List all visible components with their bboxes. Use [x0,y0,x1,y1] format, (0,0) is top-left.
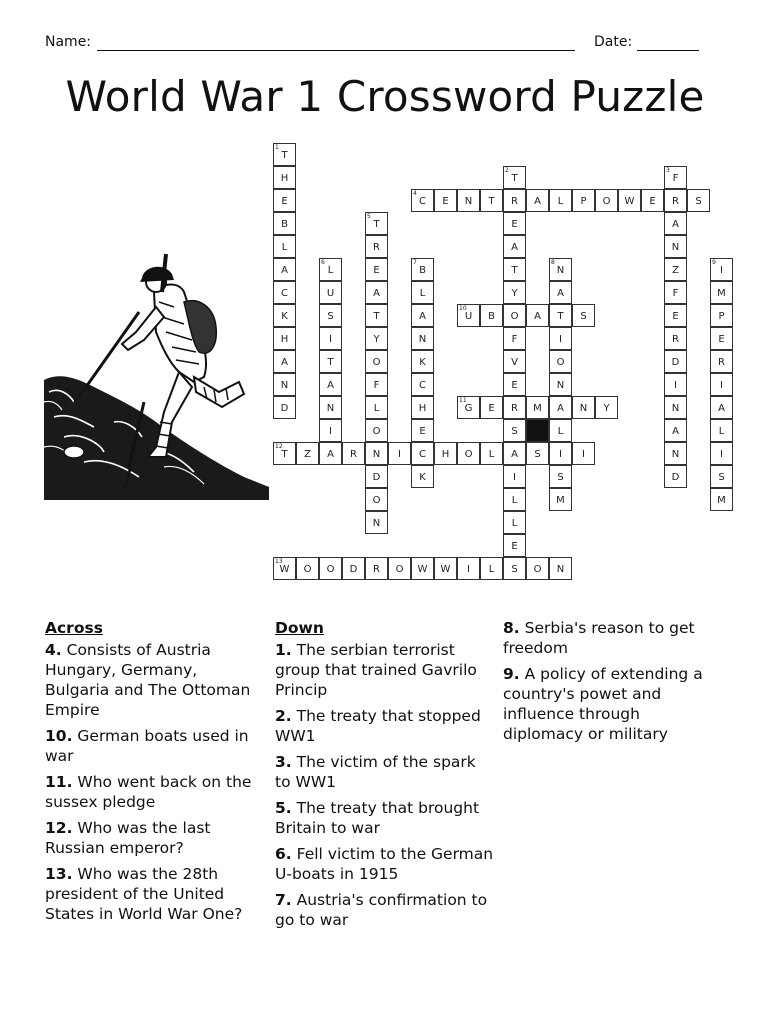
grid-cell[interactable]: A [526,304,549,327]
grid-cell[interactable]: E [503,373,526,396]
grid-cell[interactable]: I [457,557,480,580]
page-title: World War 1 Crossword Puzzle [65,72,705,121]
grid-cell[interactable]: C [411,373,434,396]
grid-cell[interactable]: N [664,235,687,258]
clue-down-6: 6. Fell victim to the German U-boats in 1915 [275,845,494,883]
grid-cell[interactable]: K [411,465,434,488]
grid-cell[interactable]: S [503,419,526,442]
grid-cell[interactable]: T 5 [365,212,388,235]
down-heading: Down [275,619,324,637]
grid-cell[interactable]: A [526,189,549,212]
grid-cell[interactable]: N [549,557,572,580]
grid-cell[interactable]: K [273,304,296,327]
grid-cell[interactable]: A [549,281,572,304]
grid-cell[interactable]: N [319,396,342,419]
grid-cell[interactable]: D [365,465,388,488]
grid-cell[interactable]: O [549,350,572,373]
grid-cell[interactable]: A [503,235,526,258]
grid-cell[interactable]: Y [503,281,526,304]
grid-cell[interactable]: T [480,189,503,212]
grid-cell[interactable]: A [549,396,572,419]
grid-cell[interactable]: N [664,442,687,465]
grid-cell[interactable]: N [411,327,434,350]
header [45,34,705,54]
clue-down-1: 1. The serbian terrorist group that trained Gavrilo Princip [275,641,477,699]
grid-cell[interactable]: P [710,304,733,327]
grid-cell[interactable]: E [411,419,434,442]
grid-cell[interactable]: C 4 [411,189,434,212]
grid-cell[interactable]: E [434,189,457,212]
grid-cell[interactable]: H [273,166,296,189]
grid-cell[interactable]: T 2 [503,166,526,189]
name-label: Name: [45,34,92,50]
grid-cell[interactable]: R [365,235,388,258]
grid-cell[interactable]: U 10 [457,304,480,327]
clue-number: 3 [666,167,670,174]
name-field-line[interactable] [97,50,575,51]
grid-cell[interactable]: Z [664,258,687,281]
grid-cell[interactable]: E [641,189,664,212]
grid-cell[interactable]: A [664,212,687,235]
grid-cell[interactable]: I [572,442,595,465]
grid-cell[interactable]: O [319,557,342,580]
clue-across-4: 4. Consists of Austria Hungary, Germany, Bulgaria and The Ottoman Empire [45,641,251,719]
grid-cell[interactable]: L 6 [319,258,342,281]
grid-cell[interactable]: A [319,442,342,465]
clue-down-2: 2. The treaty that stopped WW1 [275,707,481,745]
grid-cell[interactable]: Y [595,396,618,419]
grid-cell[interactable]: W [411,557,434,580]
grid-cell[interactable]: Z [296,442,319,465]
grid-cell[interactable]: R [664,189,687,212]
grid-cell[interactable]: L [710,419,733,442]
clue-number: 12 [275,443,283,450]
grid-cell[interactable]: N [365,442,388,465]
grid-cell[interactable]: T [549,304,572,327]
clue-down-9: 9. A policy of extending a country's powet and influence through diplomacy or military [503,665,703,743]
grid-cell[interactable]: S [572,304,595,327]
grid-cell[interactable]: G 11 [457,396,480,419]
grid-cell[interactable]: I [549,442,572,465]
clue-down-5: 5. The treaty that brought Britain to war [275,799,480,837]
grid-cell[interactable]: A [411,304,434,327]
grid-cell[interactable]: F [664,281,687,304]
down-clues [275,618,495,936]
grid-cell[interactable]: L [503,488,526,511]
clue-across-13: 13. Who was the 28th president of the United States in World War One? [45,865,243,923]
grid-cell[interactable]: T [365,304,388,327]
grid-cell[interactable]: O [595,189,618,212]
grid-cell[interactable]: R [503,396,526,419]
grid-cell[interactable]: I 9 [710,258,733,281]
grid-cell[interactable]: O [296,557,319,580]
grid-cell[interactable]: I [664,373,687,396]
grid-cell[interactable]: A [710,396,733,419]
grid-cell[interactable]: M [710,488,733,511]
clue-down-7: 7. Austria's confirmation to go to war [275,891,488,929]
clue-number: 7 [413,259,417,266]
grid-cell[interactable]: N [273,373,296,396]
clue-number: 13 [275,558,283,565]
grid-cell[interactable]: F 3 [664,166,687,189]
grid-cell[interactable]: R [503,189,526,212]
grid-cell[interactable]: R [365,557,388,580]
grid-cell[interactable]: T [503,258,526,281]
grid-cell[interactable]: D [273,396,296,419]
grid-cell[interactable]: I [319,419,342,442]
grid-cell[interactable]: N [572,396,595,419]
grid-cell[interactable]: K [411,350,434,373]
clue-number: 8 [551,259,555,266]
grid-cell[interactable]: A [503,442,526,465]
grid-cell[interactable]: E [503,212,526,235]
grid-cell[interactable]: L [273,235,296,258]
grid-cell[interactable]: F [503,327,526,350]
grid-cell[interactable]: N [457,189,480,212]
grid-cell[interactable]: Y [365,327,388,350]
grid-cell[interactable]: E [503,534,526,557]
grid-cell[interactable]: E [273,189,296,212]
grid-cell[interactable]: M [549,488,572,511]
grid-cell[interactable]: T [319,350,342,373]
grid-cell[interactable]: D [342,557,365,580]
grid-cell[interactable]: L [549,189,572,212]
clue-down-8: 8. Serbia's reason to get freedom [503,619,695,657]
across-clues [45,618,265,930]
grid-cell[interactable]: L [365,396,388,419]
grid-cell[interactable]: C [411,442,434,465]
grid-cell[interactable]: F [365,373,388,396]
grid-cell[interactable]: O [365,419,388,442]
grid-cell[interactable]: I [388,442,411,465]
grid-cell[interactable]: H [273,327,296,350]
clue-number: 2 [505,167,509,174]
grid-cell[interactable]: C [273,281,296,304]
grid-cell[interactable]: A [664,419,687,442]
grid-cell[interactable]: D [664,350,687,373]
grid-cell[interactable]: E [365,258,388,281]
soldier-with-rifle-illustration [44,252,269,500]
grid-cell[interactable]: E [480,396,503,419]
down-clues-continued [503,618,718,750]
grid-cell[interactable]: W [618,189,641,212]
clue-number: 5 [367,213,371,220]
grid-cell[interactable]: T 12 [273,442,296,465]
grid-cell[interactable]: O [388,557,411,580]
grid-cell[interactable]: E [664,304,687,327]
clue-across-10: 10. German boats used in war [45,727,249,765]
grid-cell[interactable]: M [710,281,733,304]
clue-across-11: 11. Who went back on the sussex pledge [45,773,252,811]
grid-cell[interactable]: B [480,304,503,327]
grid-cell[interactable]: W [434,557,457,580]
grid-cell[interactable]: I [319,327,342,350]
grid-cell[interactable]: B 7 [411,258,434,281]
grid-cell[interactable]: O [365,488,388,511]
black-square [526,419,549,442]
grid-cell[interactable]: N 8 [549,258,572,281]
clue-number: 10 [459,305,467,312]
grid-cell[interactable]: H [411,396,434,419]
grid-cell[interactable]: L [480,557,503,580]
date-label: Date: [594,34,633,50]
grid-cell[interactable]: A [319,373,342,396]
grid-cell[interactable]: S [526,442,549,465]
grid-cell[interactable]: L [503,511,526,534]
grid-cell[interactable]: V [503,350,526,373]
grid-cell[interactable]: D [664,465,687,488]
grid-cell[interactable]: A [273,258,296,281]
grid-cell[interactable]: U [319,281,342,304]
grid-cell[interactable]: P [572,189,595,212]
grid-cell[interactable]: N [365,511,388,534]
grid-cell[interactable]: O [457,442,480,465]
grid-cell[interactable]: O [503,304,526,327]
grid-cell[interactable]: R [710,350,733,373]
grid-cell[interactable]: L [411,281,434,304]
grid-cell[interactable]: S [710,465,733,488]
date-field-line[interactable] [637,50,699,51]
grid-cell[interactable]: M [526,396,549,419]
clue-number: 1 [275,144,279,151]
grid-cell[interactable]: R [342,442,365,465]
grid-cell[interactable]: T 1 [273,143,296,166]
grid-cell[interactable]: I [503,465,526,488]
grid-cell[interactable]: W 13 [273,557,296,580]
grid-cell[interactable]: S [503,557,526,580]
clue-number: 9 [712,259,716,266]
grid-cell[interactable]: L [480,442,503,465]
grid-cell[interactable]: S [687,189,710,212]
grid-cell[interactable]: I [710,442,733,465]
across-heading: Across [45,619,103,637]
grid-cell[interactable]: B [273,212,296,235]
clue-number: 4 [413,190,417,197]
grid-cell[interactable]: A [365,281,388,304]
grid-cell[interactable]: R [664,327,687,350]
grid-cell[interactable]: I [549,327,572,350]
clue-number: 6 [321,259,325,266]
grid-cell[interactable]: A [273,350,296,373]
grid-cell[interactable]: O [365,350,388,373]
grid-cell[interactable]: N [664,396,687,419]
grid-cell[interactable]: H [434,442,457,465]
grid-cell[interactable]: S [549,465,572,488]
grid-cell[interactable]: S [319,304,342,327]
clue-across-12: 12. Who was the last Russian emperor? [45,819,211,857]
grid-cell[interactable]: E [710,327,733,350]
grid-cell[interactable]: L [549,419,572,442]
grid-cell[interactable]: O [526,557,549,580]
clue-number: 11 [459,397,467,404]
grid-cell[interactable]: I [710,373,733,396]
grid-cell[interactable]: N [549,373,572,396]
clue-down-3: 3. The victim of the spark to WW1 [275,753,476,791]
